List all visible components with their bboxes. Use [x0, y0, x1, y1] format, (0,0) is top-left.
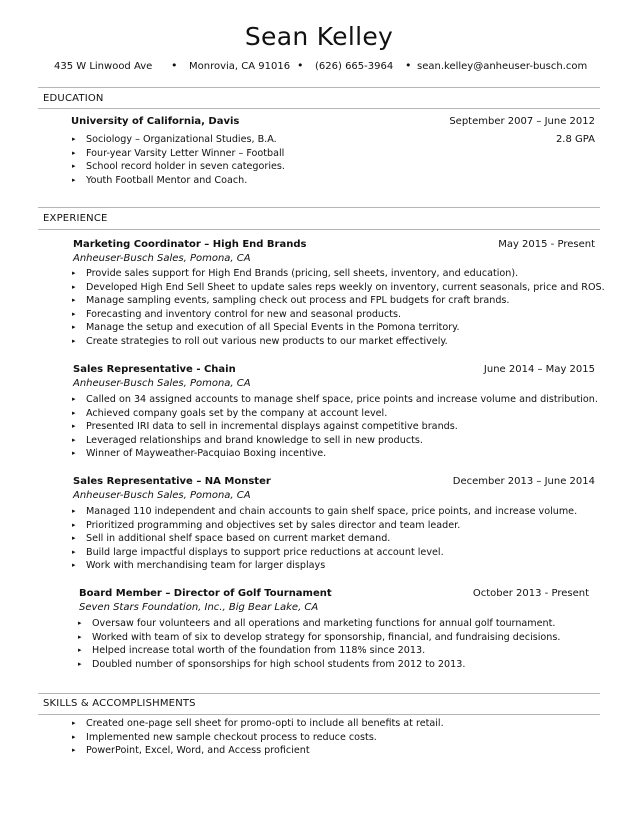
- list-item: ▸ Forecasting and inventory control for new and seasonal products.: [72, 308, 402, 320]
- section-divider: [38, 714, 600, 715]
- list-item: ▸ PowerPoint, Excel, Word, and Access proficient: [72, 745, 310, 757]
- job-title: Sales Representative - Chain: [73, 364, 236, 375]
- address: 435 W Linwood Ave: [54, 61, 153, 72]
- job-organization: Anheuser-Busch Sales, Pomona, CA: [73, 490, 251, 501]
- bullet-icon: ▸: [72, 422, 76, 431]
- job-bullets: [72, 505, 577, 573]
- list-item: ▸ Provide sales support for High End Brands (pricing, sell sheets, inventory, and education).: [72, 268, 519, 279]
- bullet-icon: ▸: [72, 323, 76, 332]
- job-title: Board Member – Director of Golf Tournament: [79, 588, 332, 599]
- skills-bullets: [72, 717, 444, 758]
- section-title-education: EDUCATION: [43, 93, 104, 104]
- list-item: ▸ Doubled number of sponsorships for high school students from 2012 to 2013.: [78, 658, 466, 670]
- list-item: ▸ Worked with team of six to develop strategy for sponsorship, financial, and fundraising decisions.: [78, 631, 561, 643]
- job-organization: Anheuser-Busch Sales, Pomona, CA: [73, 378, 251, 389]
- section-divider: [38, 229, 600, 230]
- list-item: ▸ Helped increase total worth of the foundation from 118% since 2013.: [78, 645, 426, 657]
- list-item: ▸ Manage sampling events, sampling check out process and FPL budgets for craft brands.: [72, 295, 510, 307]
- list-item: ▸ Manage the setup and execution of all Special Events in the Pomona territory.: [72, 322, 460, 334]
- separator-dot: •: [297, 59, 304, 72]
- list-item: ▸ Winner of Mayweather-Pacquiao Boxing incentive.: [72, 448, 327, 460]
- bullet-icon: ▸: [72, 719, 76, 727]
- list-item: ▸ Achieved company goals set by the company at account level.: [72, 407, 388, 419]
- list-item: ▸ Leveraged relationships and brand knowledge to sell in new products.: [72, 434, 423, 446]
- section-title-skills: SKILLS & ACCOMPLISHMENTS: [43, 698, 196, 709]
- job-dates: October 2013 - Present: [472, 588, 589, 599]
- list-item: ▸ Sell in additional shelf space based on current market demand.: [72, 533, 391, 545]
- job-dates: May 2015 - Present: [498, 239, 595, 250]
- candidate-name: Sean Kelley: [244, 22, 394, 51]
- list-item: ▸ Sociology – Organizational Studies, B.A.: [72, 134, 277, 145]
- bullet-icon: ▸: [78, 646, 82, 655]
- bullet-icon: ▸: [72, 547, 76, 556]
- job-title: Sales Representative – NA Monster: [73, 476, 271, 487]
- list-item: ▸ Oversaw four volunteers and all operations and marketing functions for annual golf tournament.: [78, 618, 556, 629]
- list-item: ▸ Work with merchandising team for larger displays: [72, 560, 326, 572]
- list-item: ▸ Developed High End Sell Sheet to update sales reps weekly on inventory, current seasonals, price and ROS.: [72, 281, 605, 293]
- bullet-icon: ▸: [72, 282, 76, 291]
- bullet-icon: ▸: [72, 732, 76, 741]
- phone: (626) 665-3964: [315, 61, 394, 72]
- bullet-icon: ▸: [78, 659, 82, 668]
- bullet-icon: ▸: [72, 395, 76, 403]
- bullet-icon: ▸: [72, 296, 76, 305]
- list-item: ▸ Managed 110 independent and chain accounts to gain shelf space, price points, and increase volume.: [72, 506, 578, 517]
- bullet-icon: ▸: [72, 534, 76, 543]
- job-title: Marketing Coordinator – High End Brands: [73, 239, 307, 250]
- list-item: ▸ Presented IRI data to sell in incremental displays against competitive brands.: [72, 421, 458, 433]
- section-divider: [38, 693, 600, 694]
- email: sean.kelley@anheuser-busch.com: [417, 61, 588, 72]
- list-item: ▸ School record holder in seven categories.: [72, 161, 285, 173]
- list-item: ▸ Four-year Varsity Letter Winner – Football: [72, 147, 285, 159]
- list-item: ▸ Created one-page sell sheet for promo-opti to include all benefits at retail.: [72, 718, 444, 729]
- job-bullets: [72, 267, 605, 349]
- job-bullets: [78, 617, 560, 671]
- bullet-icon: ▸: [72, 435, 76, 444]
- job-bullets: [72, 393, 598, 461]
- bullet-icon: ▸: [72, 269, 76, 277]
- bullet-icon: ▸: [72, 148, 76, 157]
- bullet-icon: ▸: [72, 449, 76, 458]
- bullet-icon: ▸: [72, 507, 76, 515]
- list-item: ▸ Prioritized programming and objectives set by sales director and team leader.: [72, 519, 461, 531]
- list-item: ▸ Youth Football Mentor and Coach.: [72, 174, 248, 186]
- education-dates: September 2007 – June 2012: [449, 116, 595, 127]
- city: Monrovia, CA 91016: [189, 61, 291, 72]
- bullet-icon: ▸: [78, 619, 82, 627]
- section-divider: [38, 87, 600, 88]
- school-name: University of California, Davis: [71, 116, 240, 127]
- separator-dot: •: [171, 59, 178, 72]
- bullet-icon: ▸: [72, 561, 76, 570]
- bullet-icon: ▸: [72, 336, 76, 345]
- gpa: 2.8 GPA: [555, 134, 595, 145]
- bullet-icon: ▸: [72, 162, 76, 171]
- bullet-icon: ▸: [72, 309, 76, 318]
- job-dates: December 2013 – June 2014: [452, 476, 595, 487]
- list-item: ▸ Build large impactful displays to support price reductions at account level.: [72, 546, 444, 558]
- section-divider: [38, 207, 600, 208]
- list-item: ▸ Implemented new sample checkout process to reduce costs.: [72, 731, 377, 743]
- bullet-icon: ▸: [72, 135, 76, 143]
- education-bullets: [72, 133, 285, 187]
- bullet-icon: ▸: [72, 408, 76, 417]
- list-item: ▸ Called on 34 assigned accounts to manage shelf space, price points and increase volume and distribution.: [72, 394, 598, 405]
- list-item: ▸ Create strategies to roll out various new products to our market effectively.: [72, 335, 448, 347]
- section-divider: [38, 108, 600, 109]
- job-organization: Seven Stars Foundation, Inc., Big Bear Lake, CA: [79, 602, 319, 613]
- section-title-experience: EXPERIENCE: [43, 213, 108, 224]
- bullet-icon: ▸: [72, 520, 76, 529]
- bullet-icon: ▸: [72, 175, 76, 184]
- job-organization: Anheuser-Busch Sales, Pomona, CA: [73, 253, 251, 264]
- job-dates: June 2014 – May 2015: [483, 364, 595, 375]
- separator-dot: •: [405, 59, 412, 72]
- bullet-icon: ▸: [78, 632, 82, 641]
- bullet-icon: ▸: [72, 746, 76, 755]
